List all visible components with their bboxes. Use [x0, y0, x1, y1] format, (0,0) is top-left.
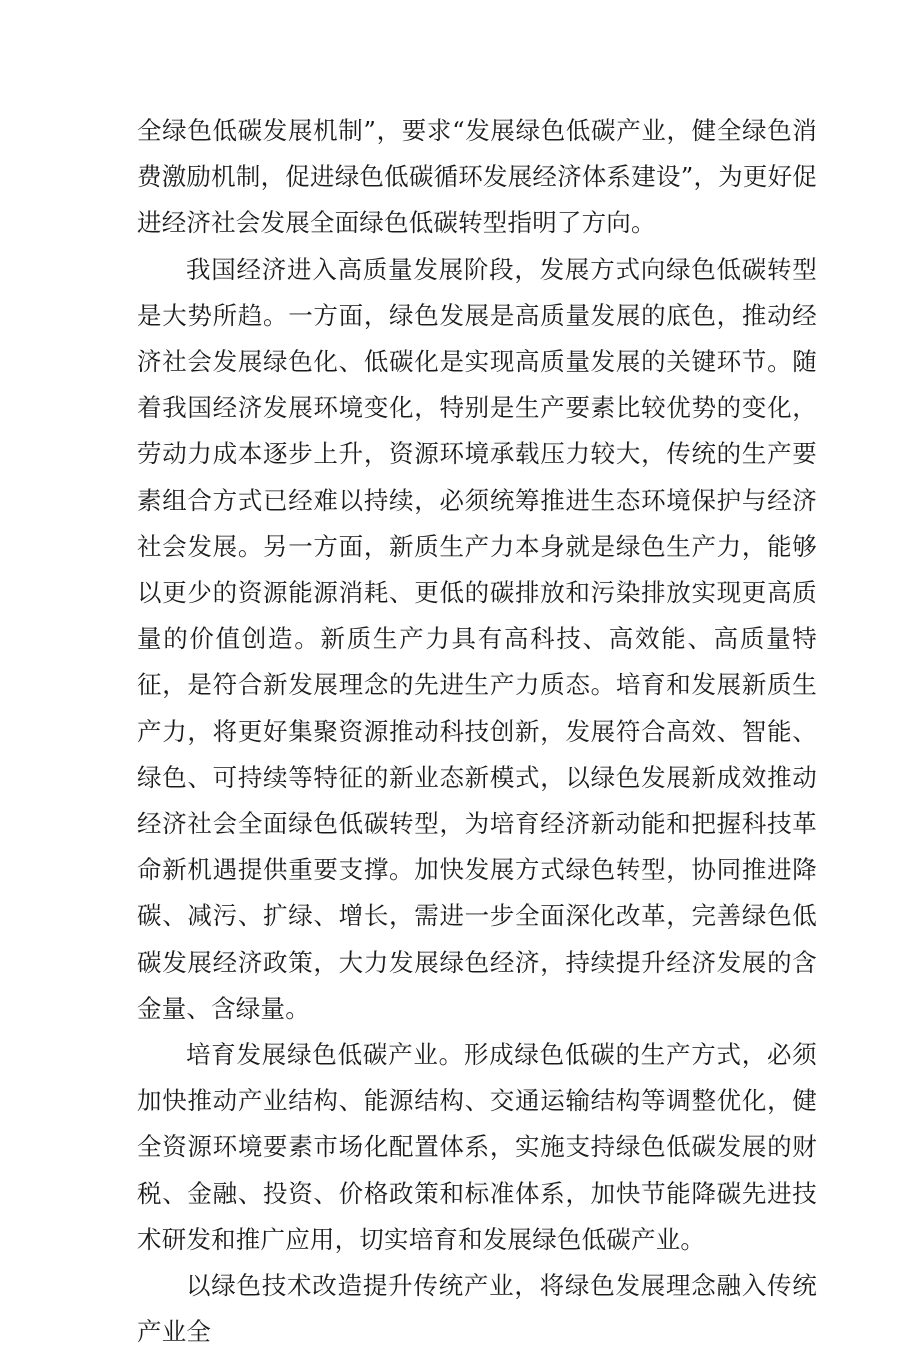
- paragraph-3: 培育发展绿色低碳产业。形成绿色低碳的生产方式，必须加快推动产业结构、能源结构、交通运输结构等调整优化，健全资源环境要素市场化配置体系，实施支持绿色低碳发展的财税、金融、投资、价格政策和标准体系，加快节能降碳先进技术研发和推广应用，切实培育和发展绿色低碳产业。: [137, 1040, 817, 1254]
- paragraph-4: 以绿色技术改造提升传统产业，将绿色发展理念融入传统产业全: [137, 1271, 817, 1347]
- body-text: [137, 108, 817, 1355]
- paragraph-2: 我国经济进入高质量发展阶段，发展方式向绿色低碳转型是大势所趋。一方面，绿色发展是高质量发展的底色，推动经济社会发展绿色化、低碳化是实现高质量发展的关键环节。随着我国经济发展环境变化，特别是生产要素比较优势的变化，劳动力成本逐步上升，资源环境承载压力较大，传统的生产要素组合方式已经难以持续，必须统筹推进生态环境保护与经济社会发展。另一方面，新质生产力本身就是绿色生产力，能够以更少的资源能源消耗、更低的碳排放和污染排放实现更高质量的价值创造。新质生产力具有高科技、高效能、高质量特征，是符合新发展理念的先进生产力质态。培育和发展新质生产力，将更好集聚资源推动科技创新，发展符合高效、智能、绿色、可持续等特征的新业态新模式，以绿色发展新成效推动经济社会全面绿色低碳转型，为培育经济新动能和把握科技革命新机遇提供重要支撑。加快发展方式绿色转型，协同推进降碳、减污、扩绿、增长，需进一步全面深化改革，完善绿色低碳发展经济政策，大力发展绿色经济，持续提升经济发展的含金量、含绿量。: [137, 254, 817, 1023]
- paragraph-1: 全绿色低碳发展机制”，要求“发展绿色低碳产业，健全绿色消费激励机制，促进绿色低碳循环发展经济体系建设”，为更好促进经济社会发展全面绿色低碳转型指明了方向。: [137, 116, 817, 238]
